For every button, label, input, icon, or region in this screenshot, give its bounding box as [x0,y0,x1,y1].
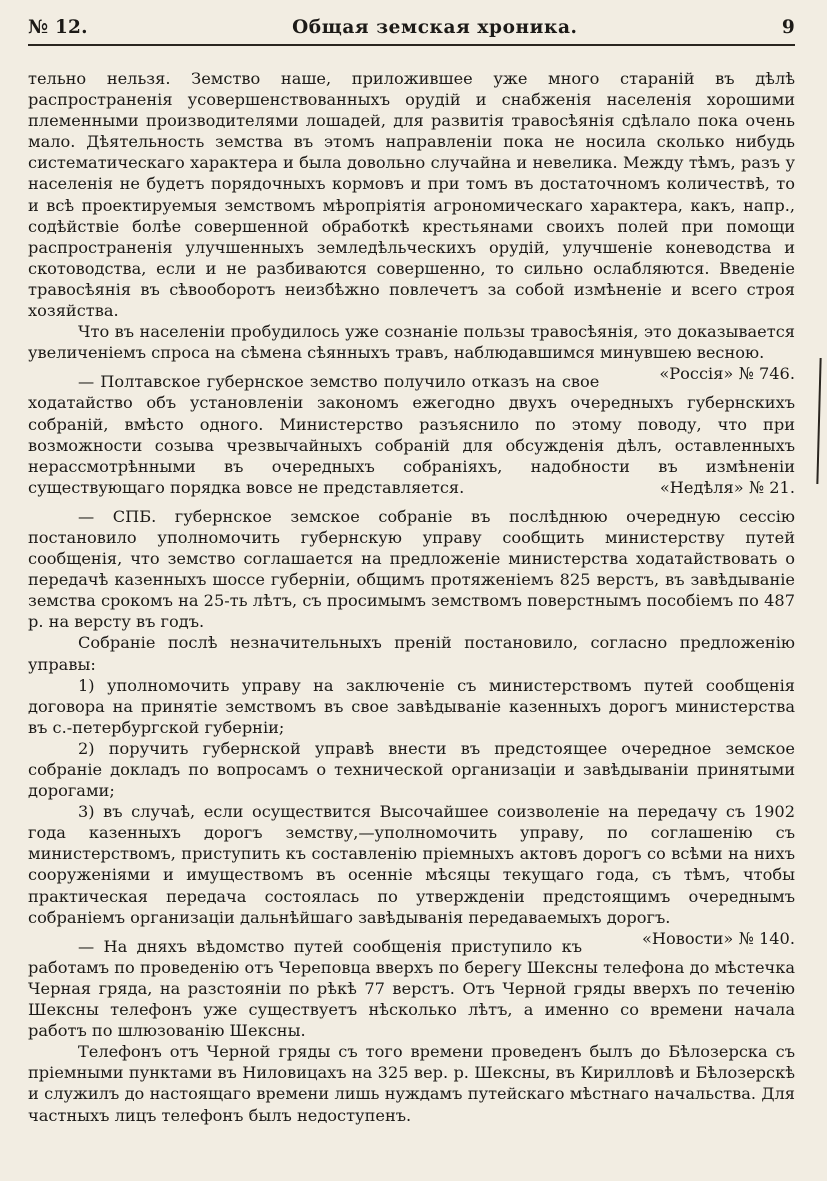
paragraph: Телефонъ отъ Черной гряды съ того времени проведенъ былъ до Бѣлозерска съ пріемными пунктами въ Ниловицахъ на 325 вер. р. Шексны, въ Кирилловѣ и Бѣлозерскѣ и служилъ до настоящаго времени лишь нуждамъ путейскаго мѣстнаго начальства. Для частныхъ лицъ телефонъ былъ недоступенъ. [28,1042,795,1125]
source-citation: «Новости» № 140. [642,928,795,948]
paragraph: Собраніе послѣ незначительныхъ преній постановило, согласно предложенію управы: [28,633,795,674]
source-citation: «Россія» № 746. [659,364,795,384]
margin-pencil-mark [816,358,821,484]
running-header [28,0,795,46]
section-title: Общая земская хроника. [292,17,578,38]
list-item: 3) въ случаѣ, если осуществится Высочайшее соизволеніе на передачу съ 1902 года казенныхъ дорогъ земству,—уполномочить управу, по соглашенію съ министерствомъ, приступить къ составленію пріемныхъ актовъ дорогъ со всѣми на нихъ сооруженіями и имуществомъ въ осеннiе мѣсяцы текущаго года, съ тѣмъ, чтобы практическая передача состоялась по утвержденіи предстоящимъ очереднымъ собраніемъ организаціи дальнѣйшаго завѣдыванія передаваемыхъ дорогъ. «Новости» № 140. [28,802,795,948]
page-number: 9 [781,17,795,38]
resolution-list [28,675,795,948]
paragraph: Что въ населеніи пробудилось уже сознаніе пользы травосѣянія, это доказывается увеличеніемъ спроса на сѣмена сѣянныхъ травъ, наблюдавшимся минувшею весною. «Россія» № 746. [28,322,795,384]
paragraph: тельно нельзя. Земство наше, приложившее уже много стараній въ дѣлѣ распространенія усовершенствованныхъ орудій и снабженія населенія хорошими племенными производителями лошадей, для развитія травосѣянія сдѣлало пока очень мало. Дѣятельность земства въ этомъ направленіи пока не носила сколько нибудь систематическаго характера и была довольно случайна и невелика. Между тѣмъ, разъ у населенія не будетъ порядочныхъ кормовъ и при томъ въ достаточномъ количествѣ, то и всѣ проектируемыя земствомъ мѣропріятія агрономическаго характера, какъ, напр., содѣйствіе болѣе совершенной обработкѣ крестьянами своихъ полей при помощи распространенія улучшенныхъ земледѣльческихъ орудій, улучшеніе коневодства и скотоводства, если и не разбиваются совершенно, то сильно ослабляются. Введеніе травосѣянія въ сѣвооборотъ неизбѣжно повлечетъ за собой измѣненіе и всего строя хозяйства. [28,69,795,321]
article-body [28,46,795,1126]
issue-number: № 12. [28,17,88,38]
paragraph: — СПБ. губернское земское собраніе въ послѣднюю очередную сессію постановило уполномочить губернскую управу сообщить министерству путей сообщенія, что земство соглашается на предложеніе министерства ходатайствовать о передачѣ казенныхъ шоссе губерніи, общимъ протяженіемъ 825 верстъ, въ завѣдываніе земства срокомъ на 25-ть лѣтъ, съ просимымъ земствомъ поверстнымъ пособіемъ по 487 р. на версту въ годъ. [28,506,795,632]
paragraph: — На дняхъ вѣдомство путей сообщенія приступило къ работамъ по проведенію отъ Череповца вверхъ по берегу Шексны телефона до мѣстечка Черная гряда, на разстояніи по рѣкѣ 77 верстъ. Отъ Черной гряды вверхъ по теченію Шексны телефонъ уже существуетъ нѣсколько лѣтъ, а именно со времени начала работъ по шлюзованію Шексны. [28,936,795,1041]
paragraph: — Полтавское губернское земство получило отказъ на свое ходатайство объ установленіи закономъ ежегодно двухъ очередныхъ губернскихъ собраній, вмѣсто одного. Министерство разъяснило по этому поводу, что при возможности созыва чрезвычайныхъ собраній для обсужденія дѣлъ, оставленныхъ нерасcмотрѣнными въ очередныхъ собраніяхъ, надобности въ измѣненіи существующаго порядка вовсе не представляется. «Недѣля» № 21. [28,372,795,497]
list-item: 1) уполномочить управу на заключеніе съ министерствомъ путей сообщенія договора на принятіе земствомъ въ свое завѣдываніе казенныхъ дорогъ министерства въ с.-петербургской губерніи; [28,675,795,737]
list-item: 2) поручить губернской управѣ внести въ предстоящее очередное земское собраніе докладъ по вопросамъ о технической организаціи и завѣдываніи принятыми дорогами; [28,738,795,801]
source-citation: «Недѣля» № 21. [659,477,795,497]
